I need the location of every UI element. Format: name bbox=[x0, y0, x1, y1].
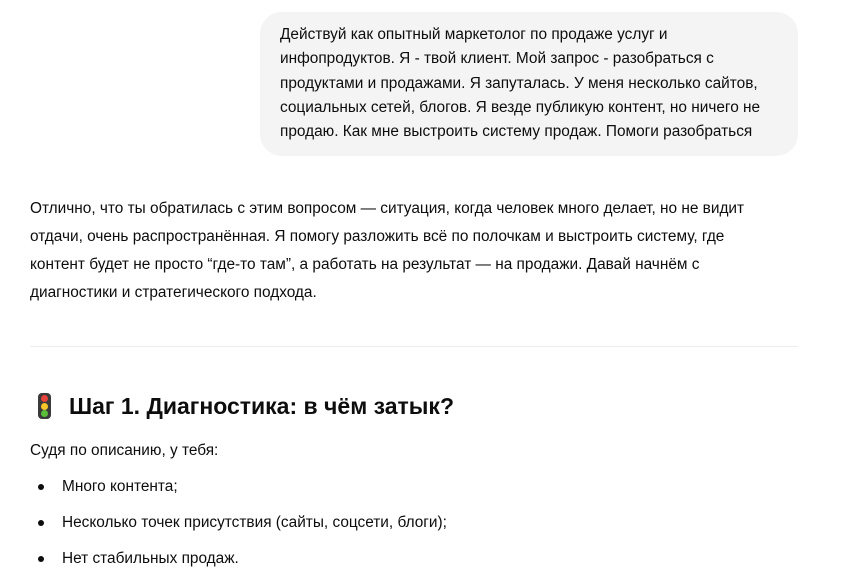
user-message-row bbox=[0, 12, 798, 156]
diagnosis-list bbox=[30, 475, 447, 583]
list-item-text: Много контента; bbox=[62, 478, 178, 495]
section-divider bbox=[30, 346, 798, 347]
list-item bbox=[30, 511, 447, 535]
traffic-light-icon bbox=[38, 393, 51, 419]
section-heading bbox=[30, 388, 454, 424]
bullet-icon bbox=[38, 484, 44, 490]
assistant-message bbox=[30, 195, 800, 307]
section-heading-text: Шаг 1. Диагностика: в чём затык? bbox=[69, 393, 454, 419]
intro-line: Отлично, что ты обратилась с этим вопросом — ситуация, когда человек много делает, но не видит bbox=[30, 200, 745, 217]
user-message-line: инфопродуктов. Я - твой клиент. Мой запрос - разобраться с bbox=[280, 50, 714, 68]
user-message-line: социальных сетей, блогов. Я везде публикую контент, но ничего не bbox=[280, 98, 761, 116]
intro-line: диагностики и стратегического подхода. bbox=[30, 284, 317, 301]
list-item bbox=[30, 547, 447, 571]
user-message-line: продаю. Как мне выстроить систему продаж. Помоги разобраться bbox=[280, 123, 753, 141]
intro-line: отдачи, очень распространённая. Я помогу разложить всё по полочкам и выстроить систему, где bbox=[30, 228, 725, 245]
list-item-text: Нет стабильных продаж. bbox=[62, 550, 239, 567]
intro-line: контент будет не просто “где-то там”, а работать на результат — на продажи. Давай начнём с bbox=[30, 256, 700, 273]
assistant-intro-paragraph bbox=[30, 195, 800, 307]
list-item bbox=[30, 475, 447, 499]
user-message-line: продуктами и продажами. Я запуталась. У меня несколько сайтов, bbox=[280, 74, 758, 92]
section-intro-text: Судя по описанию, у тебя: bbox=[30, 442, 219, 459]
user-message-bubble bbox=[260, 12, 798, 156]
bullet-icon bbox=[38, 556, 44, 562]
bullet-icon bbox=[38, 520, 44, 526]
user-message-line: Действуй как опытный маркетолог по продаже услуг и bbox=[280, 26, 668, 43]
list-item-text: Несколько точек присутствия (сайты, соцсети, блоги); bbox=[62, 514, 447, 531]
